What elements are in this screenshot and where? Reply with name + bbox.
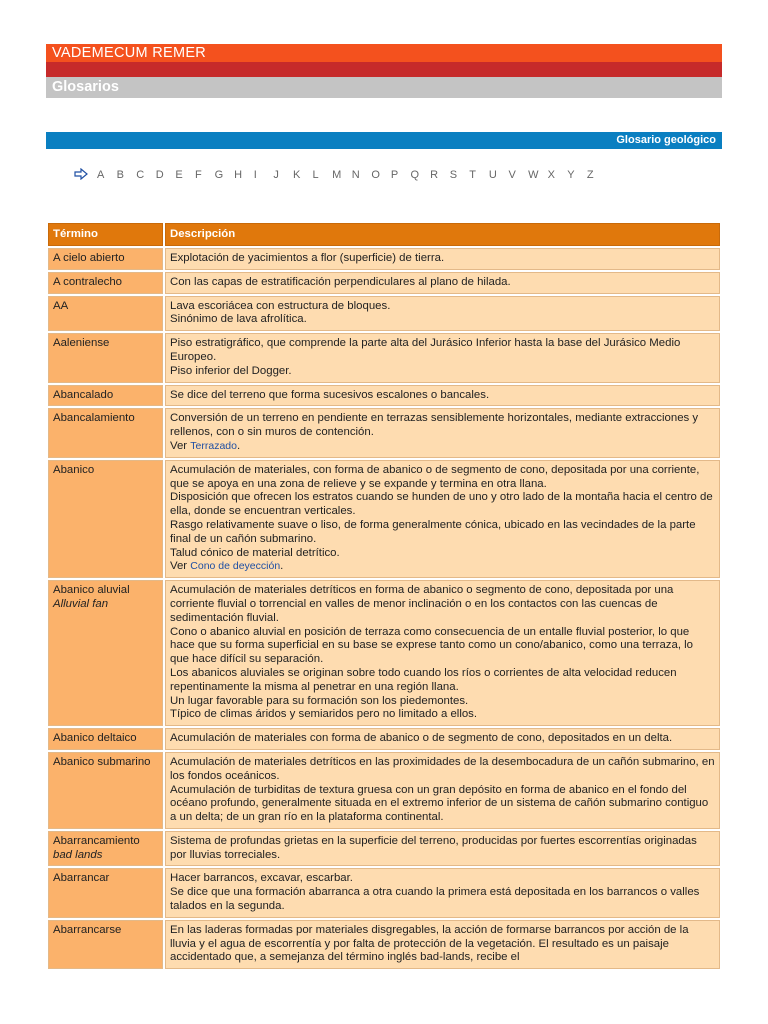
term-text: AA (53, 299, 69, 312)
description-line: Explotación de yacimientos a flor (superficie) de tierra. (170, 252, 445, 264)
header-divider (46, 62, 722, 77)
description-cell (165, 831, 720, 867)
description-line: Típico de climas áridos y semiaridos pero no limitado a ellos. (170, 708, 478, 721)
description-cell (165, 920, 720, 969)
see-also-link[interactable]: Terrazado (190, 439, 237, 452)
description-cell (165, 868, 720, 917)
alphabet-letter-v[interactable]: V (508, 169, 516, 181)
alphabet-letter-j[interactable]: J (273, 169, 279, 181)
description-line: Hacer barrancos, excavar, escarbar. (170, 872, 353, 885)
arrow-right-icon (74, 168, 88, 180)
term-text: A cielo abierto (53, 252, 125, 264)
description-line: Piso estratigráfico, que comprende la parte alta del Jurásico Inferior hasta la base del Jurásico Medio Europeo. (170, 337, 681, 363)
description-line: En las laderas formadas por materiales disgregables, la acción de formarse barrancos por acción de la lluvia y el agua de escorrentía y por falta de protección de la vegetación. El resultado es un paisaje accidentado que, a semejanza del término inglés bad-lands, recibe el (170, 923, 689, 964)
see-also-prefix: Ver (170, 439, 191, 452)
description-line: Sistema de profundas grietas en la superficie del terreno, producidas por fuertes escorrentías originadas por lluvias torreciales. (170, 834, 697, 861)
alphabet-letter-e[interactable]: E (175, 169, 183, 181)
alphabet-letter-z[interactable]: Z (586, 169, 594, 181)
description-line: Piso inferior del Dogger. (170, 364, 292, 377)
term-text: Abancalado (53, 388, 114, 401)
section-title: Glosarios (46, 77, 722, 98)
table-row (48, 248, 720, 270)
table-row (48, 408, 720, 457)
alphabet-letter-n[interactable]: N (351, 169, 360, 181)
alphabet-letter-a[interactable]: A (97, 169, 105, 181)
term-cell (48, 296, 163, 332)
see-also (170, 560, 715, 574)
table-row (48, 728, 720, 750)
alphabet-letter-l[interactable]: L (312, 169, 319, 181)
description-line: Sinónimo de lava afrolítica. (170, 313, 307, 326)
alphabet-letter-r[interactable]: R (430, 169, 439, 181)
alphabet-letter-q[interactable]: Q (410, 169, 420, 181)
app-title: VADEMECUM REMER (46, 44, 722, 62)
alphabet-letter-u[interactable]: U (488, 169, 497, 181)
term-cell (48, 333, 163, 382)
table-row (48, 385, 720, 407)
alphabet-letter-w[interactable]: W (528, 169, 539, 181)
term-text: Abarrancamiento (53, 834, 140, 847)
description-cell (165, 272, 720, 294)
alphabet-letter-x[interactable]: X (547, 169, 555, 181)
term-alternate: bad lands (53, 848, 103, 861)
table-row (48, 333, 720, 382)
table-row (48, 580, 720, 726)
table-row (48, 460, 720, 578)
term-text: Abanico (53, 463, 95, 476)
term-cell (48, 752, 163, 829)
description-cell (165, 728, 720, 750)
see-also-suffix: . (236, 439, 241, 452)
description-cell (165, 248, 720, 270)
alphabet-letter-k[interactable]: K (292, 169, 301, 181)
alphabet-letter-t[interactable]: T (469, 169, 477, 181)
subsection-title: Glosario geológico (46, 132, 722, 149)
table-row (48, 831, 720, 867)
term-text: Aaleniense (53, 337, 110, 350)
table-row (48, 920, 720, 969)
see-also (170, 440, 715, 454)
glossary-table (46, 221, 722, 971)
alphabet-letter-p[interactable]: P (390, 169, 399, 181)
alphabet-letter-o[interactable]: O (371, 169, 380, 181)
description-line: Acumulación de materiales detríticos en forma de abanico o segmento de cono, depositada por una corriente fluvial o torrencial en valles de menor inclinación o en los contactos con las cuencas de sedimentación fluvial. (170, 584, 674, 624)
term-cell (48, 920, 163, 969)
description-line: Acumulación de materiales, con forma de abanico o de segmento de cono, depositada por una corriente, que se apoya en una zona de relieve y se expande y termina en otra llana. (170, 463, 700, 490)
description-line: Un lugar favorable para su formación son los piedemontes. (170, 694, 469, 707)
description-line: Conversión de un terreno en pendiente en terrazas sensiblemente horizontales, mediante extracciones y rellenos, con o sin muros de contención. (170, 412, 699, 439)
description-line: Acumulación de turbiditas de textura gruesa con un gran depósito en forma de abanico en el fondo del océano profundo, generalmente situada en el extremo inferior de un sistema de cañón submarino contiguo a un delta; de un gran río en la plataforma continental. (170, 783, 709, 824)
description-line: Se dice del terreno que forma sucesivos escalones o bancales. (170, 388, 490, 401)
description-cell (165, 333, 720, 382)
alphabet-letter-b[interactable]: B (116, 169, 124, 181)
alphabet-letter-g[interactable]: G (214, 169, 224, 181)
term-alternate: Alluvial fan (53, 597, 109, 610)
alphabet-letter-y[interactable]: Y (567, 169, 575, 181)
table-header-row (48, 223, 720, 246)
description-line: Talud cónico de material detrítico. (170, 546, 340, 559)
description-cell (165, 460, 720, 578)
term-cell (48, 408, 163, 457)
description-line: Cono o abanico aluvial en posición de terraza como consecuencia de un entalle fluvial posterior, lo que hace que su forma superficial en su base se exprese tanto como un cono/abanico, como una terraza, lo que hace difícil su separación. (170, 625, 694, 666)
term-text: Abarrancarse (53, 923, 122, 936)
term-cell (48, 460, 163, 578)
alphabet-letter-h[interactable]: H (234, 169, 243, 181)
description-cell (165, 296, 720, 332)
column-header-description: Descripción (165, 223, 720, 246)
table-row (48, 752, 720, 829)
description-cell (165, 385, 720, 407)
term-text: Abancalamiento (53, 412, 135, 425)
description-line: Lava escoriácea con estructura de bloques. (170, 299, 391, 312)
alphabet-letter-d[interactable]: D (155, 169, 164, 181)
alphabet-letter-f[interactable]: F (194, 169, 202, 181)
description-line: Acumulación de materiales con forma de abanico o de segmento de cono, depositados en un delta. (170, 732, 673, 745)
description-line: Rasgo relativamente suave o liso, de forma generalmente cónica, ubicado en las vecindades de la parte final de un cañón submarino. (170, 518, 696, 545)
description-cell (165, 580, 720, 726)
term-cell (48, 580, 163, 726)
description-line: Con las capas de estratificación perpendiculares al plano de hilada. (170, 275, 511, 288)
table-row (48, 272, 720, 294)
description-cell (165, 752, 720, 829)
description-line: Los abanicos aluviales se originan sobre todo cuando los ríos o corrientes de alta velocidad reducen repentinamente la misma al penetrar en una región llana. (170, 666, 677, 693)
term-cell (48, 728, 163, 750)
term-cell (48, 831, 163, 867)
alphabet-nav (74, 166, 606, 182)
term-text: Abanico deltaico (53, 732, 137, 745)
term-cell (48, 868, 163, 917)
term-text: A contralecho (53, 275, 123, 288)
see-also-prefix: Ver (170, 560, 191, 573)
description-line: Se dice que una formación abarranca a otra cuando la primera está depositada en los barrancos o valles talados en la segunda. (170, 886, 700, 913)
term-cell (48, 272, 163, 294)
see-also-link[interactable]: Cono de deyección (190, 560, 281, 573)
alphabet-letter-c[interactable]: C (136, 169, 145, 181)
term-cell (48, 385, 163, 407)
alphabet-letter-s[interactable]: S (449, 169, 458, 181)
description-cell (165, 408, 720, 457)
alphabet-letter-m[interactable]: M (332, 169, 342, 181)
term-cell (48, 248, 163, 270)
term-text: Abarrancar (53, 872, 110, 885)
see-also-suffix: . (280, 560, 284, 573)
description-line: Disposición que ofrecen los estratos cuando se hunden de uno y otro lado de la montaña hacia el centro de ella, donde se encuentran verticales. (170, 491, 713, 518)
table-row (48, 868, 720, 917)
column-header-term: Término (48, 223, 163, 246)
term-text: Abanico aluvial (53, 584, 130, 597)
alphabet-letter-i[interactable]: I (253, 169, 257, 181)
table-row (48, 296, 720, 332)
term-text: Abanico submarino (53, 755, 151, 768)
description-line: Acumulación de materiales detríticos en las proximidades de la desembocadura de un cañón submarino, en los fondos oceánicos. (170, 755, 715, 782)
